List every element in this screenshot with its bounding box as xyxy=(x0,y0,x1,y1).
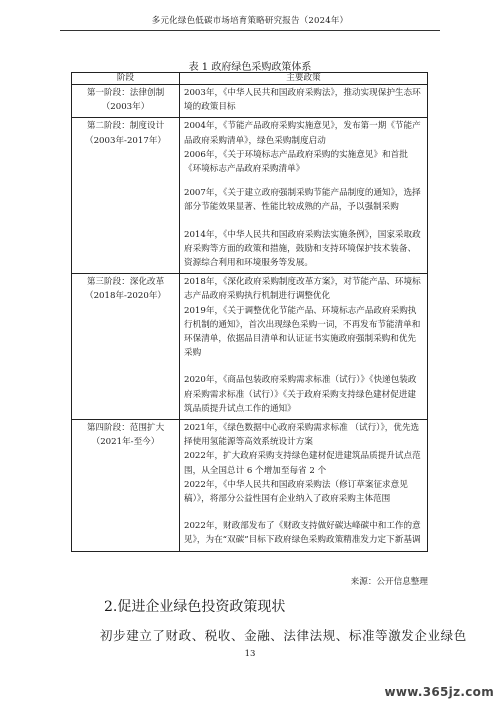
policy-paragraph: 2021年，《绿色数据中心政府采购需求标准 （试行）》，优先选择使用氢能源等高效系统设计方案 2022年，扩大政府采购支持绿色建材促进建筑品质提升试点范围，从全国总计 6 个增加至每省 2 个 2022年，《中华人民共和国政府采购法（修订草案征求意见稿）》，将部分公益性国有企业纳入了政府采购主体范围 xyxy=(184,423,421,505)
column-header-policies: 主要政策 xyxy=(180,73,428,85)
body-text: 初步建立了财政、税收、金融、法律法规、标准等激发企业绿色 xyxy=(100,628,467,643)
table-row xyxy=(72,420,428,552)
stage-period: （2018年-2020年） xyxy=(84,291,167,302)
policy-paragraph: 2007年，《关于建立政府强制采购节能产品制度的通知》，选择部分节能效果显著、性能比较成熟的产品，予以强制采购 xyxy=(184,188,421,213)
stage-cell xyxy=(72,85,180,118)
policy-paragraph: 2006年，《关于环境标志产品政府采购的实施意见》和首批《环境标志产品政府采购清单》 xyxy=(184,149,408,175)
policy-paragraph: 2003年，《中华人民共和国政府采购法》，推动实现保护生态环境的政策目标 xyxy=(184,88,421,113)
stage-name: 第四阶段：范围扩大 xyxy=(86,423,165,434)
policy-cell xyxy=(180,274,428,420)
column-header-stage: 阶段 xyxy=(72,73,180,85)
policy-cell xyxy=(180,118,428,274)
stage-period: （2003年） xyxy=(101,102,150,113)
table-row xyxy=(72,118,428,274)
section-heading: 2.促进企业绿色投资政策现状 xyxy=(104,599,286,615)
table-source-note: 来源：公开信息整理 xyxy=(350,577,428,587)
policy-cell xyxy=(180,420,428,552)
page-number: 13 xyxy=(244,649,256,659)
policy-table xyxy=(71,72,428,552)
policy-paragraph: 2004年，《节能产品政府采购实施意见》，发布第一期《节能产品政府采购清单》，绿色采购制度启动 xyxy=(184,121,421,146)
table-caption: 表 1 政府绿色采购政策体系 xyxy=(188,62,312,73)
policy-paragraph: 2018年，《深化政府采购制度改革方案》，对节能产品、环境标志产品政府采购执行机制进行调整优化 2019年，《关于调整优化节能产品、环境标志产品政府采购执行机制的通知》，首次出现绿色采购一词，不再发布节能清单和环保清单，依据品目清单和认证证书实施政府强制采购和优先采购 xyxy=(184,277,421,359)
table-row xyxy=(72,85,428,118)
stage-cell xyxy=(72,420,180,552)
running-head: 多元化绿色低碳市场培育策略研究报告（2024年） xyxy=(151,16,349,26)
table-row xyxy=(72,274,428,420)
stage-cell xyxy=(72,118,180,274)
stage-name: 第三阶段：深化改革 xyxy=(86,277,165,288)
stage-name: 第一阶段：法律创制 xyxy=(86,88,165,98)
policy-paragraph: 2020年，《商品包装政府采购需求标准（试行）》《快递包装政府采购需求标准（试行）》《关于政府采购支持绿色建材促进建筑品质提升试点工作的通知》 xyxy=(184,375,417,414)
watermark: www.365jz.com xyxy=(384,685,494,699)
table-header-row xyxy=(72,73,428,85)
stage-period: （2021年-至今） xyxy=(91,437,160,448)
stage-name: 第二阶段：制度设计 xyxy=(86,121,165,132)
header-rule xyxy=(60,30,440,31)
policy-paragraph: 2014年，《中华人民共和国政府采购法实施条例》，国家采取政府采购等方面的政策和措施，鼓励和支持环境保护技术装备、资源综合利用和环境服务等发展。 xyxy=(184,229,421,269)
policy-cell xyxy=(180,85,428,118)
stage-period: （2003年-2017年） xyxy=(84,135,167,146)
policy-paragraph: 2022年，财政部发布了《财政支持做好碳达峰碳中和工作的意见》，为在“双碳”目标下政府绿色采购政策精准发力定下新基调 xyxy=(184,521,421,546)
stage-cell xyxy=(72,274,180,420)
